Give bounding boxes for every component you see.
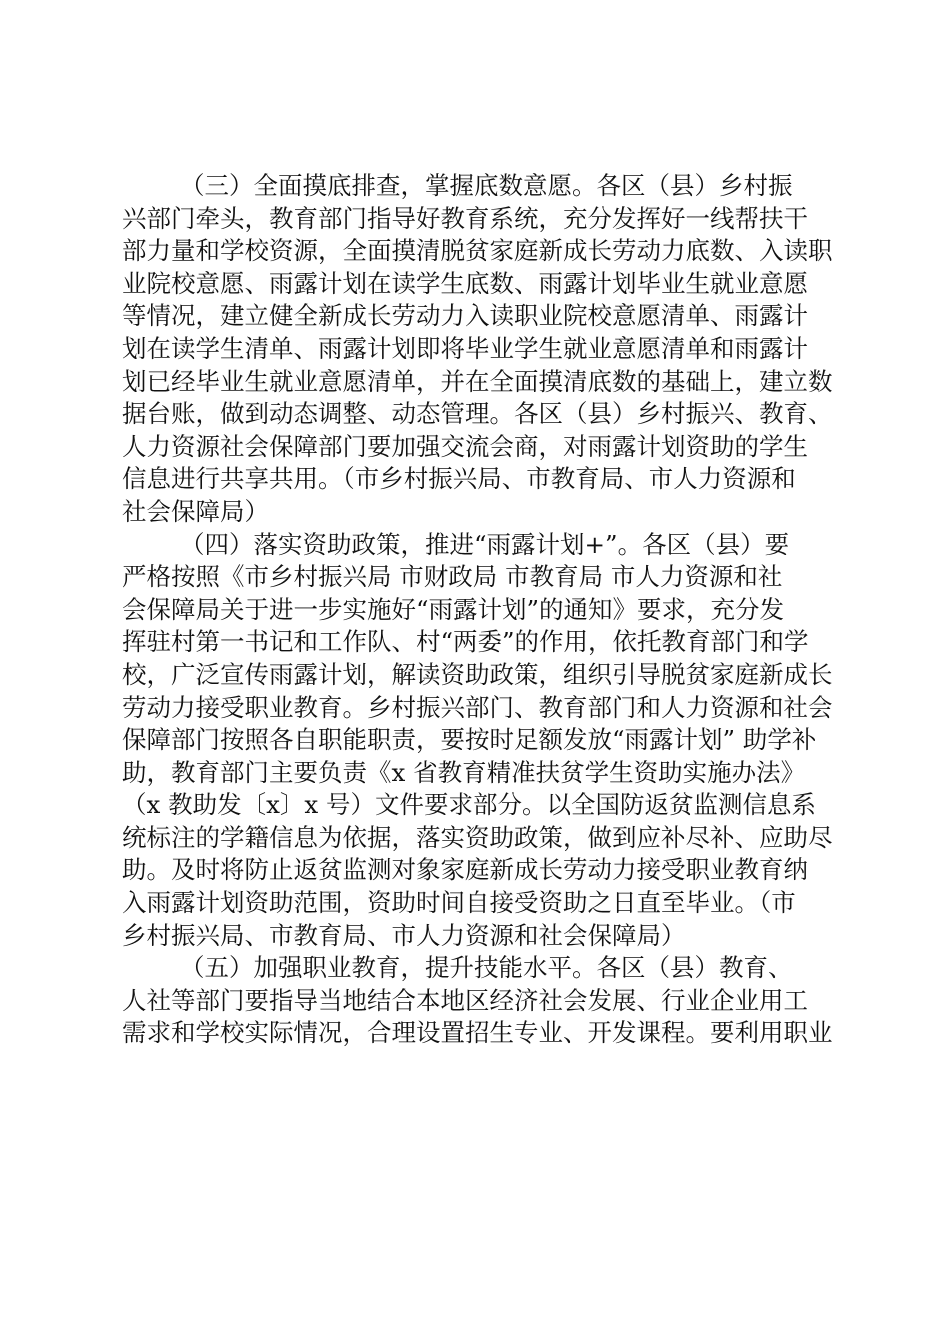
paragraph-line: 挥驻村第一书记和工作队、村“两委”的作用，依托教育部门和学 (122, 627, 809, 657)
paragraph-line: 校，广泛宣传雨露计划，解读资助政策，组织引导脱贫家庭新成长 (122, 659, 833, 689)
paragraph-line: 人社等部门要指导当地结合本地区经济社会发展、行业企业用工 (122, 985, 808, 1015)
paragraph-line: 兴部门牵头，教育部门指导好教育系统，充分发挥好一线帮扶干 (122, 203, 808, 233)
paragraph-line: 保障部门按照各自职能职责，要按时足额发放“雨露计划” 助学补 (122, 725, 817, 755)
paragraph-line: （四）落实资助政策，推进“雨露计划+”。各区（县）要 (180, 529, 790, 559)
paragraph-line: （五）加强职业教育，提升技能水平。各区（县）教育、 (180, 953, 793, 983)
paragraph-line: （x 教助发〔x〕x 号）文件要求部分。以全国防返贫监测信息系 (122, 790, 817, 820)
paragraph-line: 据台账，做到动态调整、动态管理。各区（县）乡村振兴、教育、 (122, 399, 833, 429)
paragraph-line: 入雨露计划资助范围，资助时间自接受资助之日直至毕业。（市 (122, 888, 796, 918)
paragraph-line: 统标注的学籍信息为依据，落实资助政策，做到应补尽补、应助尽 (122, 822, 833, 852)
paragraph-line: 业院校意愿、雨露计划在读学生底数、雨露计划毕业生就业意愿 (122, 268, 808, 298)
paragraph-line: 部力量和学校资源，全面摸清脱贫家庭新成长劳动力底数、入读职 (122, 236, 833, 266)
paragraph-line: 信息进行共享共用。（市乡村振兴局、市教育局、市人力资源和 (122, 464, 796, 494)
paragraph-section-4 (122, 529, 840, 953)
paragraph-line: （三）全面摸底排查，掌握底数意愿。各区（县）乡村振 (180, 171, 793, 200)
paragraph-line: 人力资源社会保障部门要加强交流会商，对雨露计划资助的学生 (122, 431, 808, 461)
paragraph-line: 需求和学校实际情况，合理设置招生专业、开发课程。要利用职业 (122, 1018, 833, 1048)
paragraph-line: 劳动力接受职业教育。乡村振兴部门、教育部门和人力资源和社会 (122, 692, 833, 722)
paragraph-line: 严格按照《市乡村振兴局 市财政局 市教育局 市人力资源和社 (122, 562, 783, 592)
document-body (122, 170, 840, 1050)
paragraph-section-5 (122, 952, 840, 1050)
paragraph-line: 社会保障局） (122, 496, 269, 526)
paragraph-line: 助，教育部门主要负责《x 省教育精准扶贫学生资助实施办法》 (122, 757, 806, 787)
paragraph-line: 会保障局关于进一步实施好“雨露计划”的通知》要求，充分发 (122, 594, 785, 624)
paragraph-line: 划在读学生清单、雨露计划即将毕业学生就业意愿清单和雨露计 (122, 333, 808, 363)
paragraph-line: 助。及时将防止返贫监测对象家庭新成长劳动力接受职业教育纳 (122, 855, 808, 885)
paragraph-line: 乡村振兴局、市教育局、市人力资源和社会保障局） (122, 920, 686, 950)
paragraph-section-3 (122, 170, 840, 529)
paragraph-line: 等情况，建立健全新成长劳动力入读职业院校意愿清单、雨露计 (122, 301, 808, 331)
paragraph-line: 划已经毕业生就业意愿清单，并在全面摸清底数的基础上，建立数 (122, 366, 833, 396)
